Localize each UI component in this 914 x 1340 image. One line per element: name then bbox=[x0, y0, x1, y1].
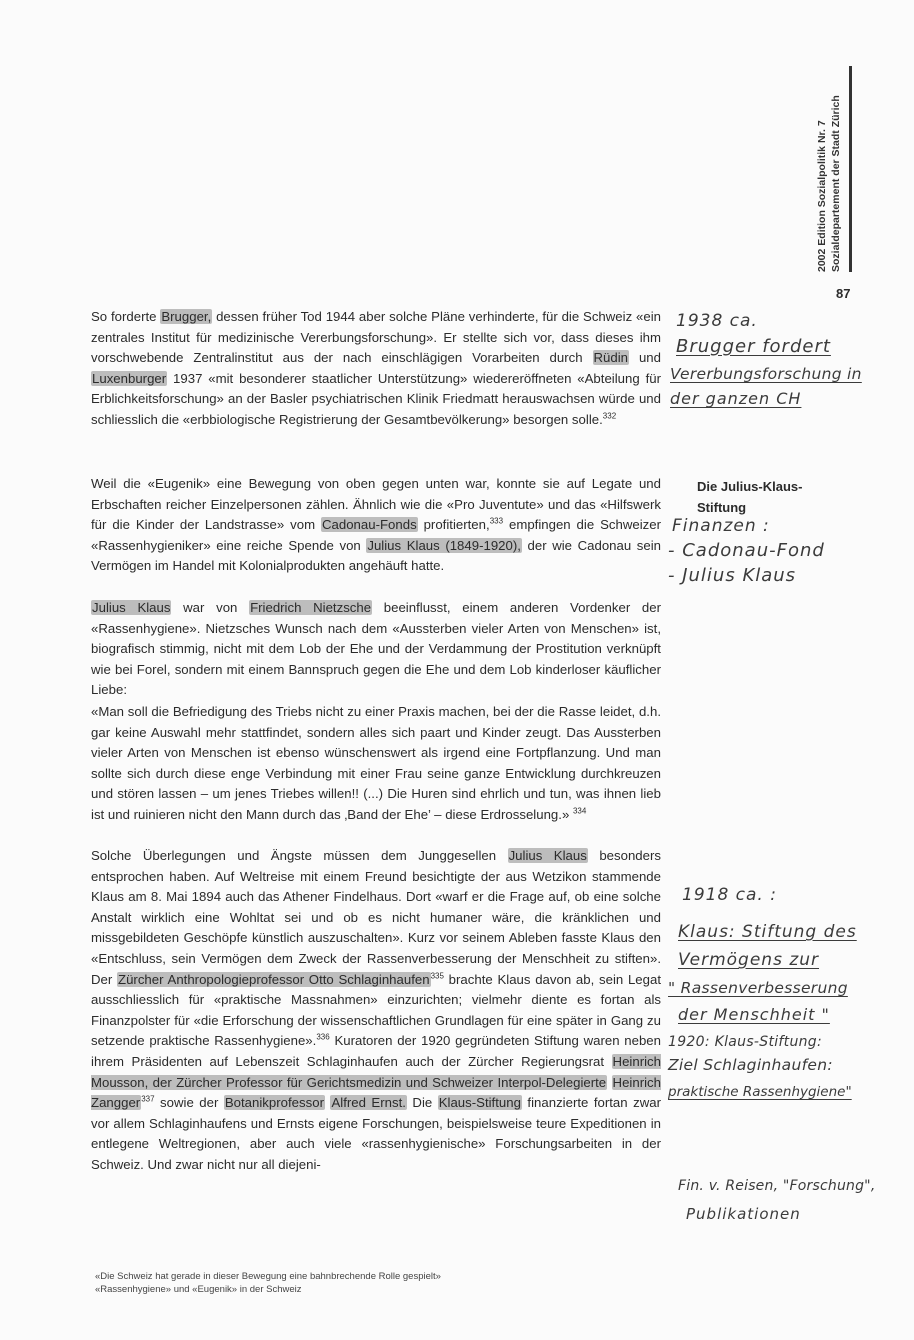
highlight: Klaus-Stiftung bbox=[438, 1095, 521, 1111]
paragraph-2: Weil die «Eugenik» eine Bewegung von oben gegen unten war, konnte sie auf Legate und Erbschaften reicher Einzelpersonen zählen. Ähnlich wie die «Pro Juventute» und das «Hilfswerk für die Kinder der Landstrasse» vom Cadonau-Fonds profitierten,$^{333}$ empfingen die Schweizer «Rassenhygieniker» eine reiche Spende von Julius Klaus (1849-1920), der wie Cadonau sein Vermögen im Handel mit Kolonialprodukten angehäuft hatte. bbox=[91, 476, 662, 574]
handwritten-note: Brugger fordert bbox=[676, 336, 831, 357]
footnote-ref: 332 bbox=[602, 411, 617, 421]
footnote-ref: 335 bbox=[430, 971, 444, 981]
handwritten-note: 1938 ca. bbox=[676, 311, 758, 331]
page-footer bbox=[95, 1270, 441, 1296]
handwritten-note: der ganzen CH bbox=[670, 389, 802, 408]
handwritten-note: Finanzen : bbox=[672, 516, 770, 536]
nietzsche-quote: «Man soll die Befriedigung des Triebs nicht zu einer Praxis machen, bei der die Rasse leidet, d.h. gar keine Auswahl mehr stattfindet, sondern alles sich paart und Kinder zeugt. Das Aussterben vieler Arten von Menschen ist ebenso wünschenswert als irgend eine Fortpflanzung. Und man sollte sich durch diese enge Verbindung mit einer Frau seine ganze Entwicklung durchkreuzen und stören lassen – um jenes Triebes willen!! (...) Die Huren sind ehrlich und tun, was ihnen lieb ist und ruinieren nicht den Mann durch das ‚Band der Ehe’ – diese Erdrosselung.» $^{334}$ bbox=[91, 704, 661, 822]
footer-line-2: «Rassenhygiene» und «Eugenik» in der Schweiz bbox=[95, 1284, 302, 1295]
handwritten-note: - Cadonau-Fond bbox=[668, 540, 825, 561]
handwritten-note: Ziel Schlaginhaufen: bbox=[668, 1056, 833, 1074]
highlight: Zürcher Anthropologieprofessor Otto Schlaginhaufen bbox=[118, 971, 430, 987]
handwritten-note: Fin. v. Reisen, "Forschung", bbox=[678, 1178, 876, 1194]
handwritten-note: praktische Rassenhygiene" bbox=[668, 1084, 852, 1100]
handwritten-note: Vermögens zur bbox=[678, 950, 820, 970]
header-line-2: Sozialdepartement der Stadt Zürich bbox=[830, 95, 842, 272]
handwritten-note: 1918 ca. : bbox=[682, 885, 777, 905]
handwritten-note: - Julius Klaus bbox=[668, 565, 797, 586]
page-number: 87 bbox=[836, 286, 851, 301]
handwritten-note: " Rassenverbesserung bbox=[668, 979, 848, 997]
paragraph-3: Julius Klaus war von Friedrich Nietzsche beeinflusst, einem anderen Vordenker der «Rassenhygiene». Nietzsches Wunsch nach dem «Aussterben vieler Arten von Menschen» ist, biografisch stimmig, nicht mit dem Lob der Ehe und der Verdammung der Prostitution verknüpft wie bei Forel, sondern mit einem Bannspruch gegen die Ehe und dem Lob kinderloser käuflicher Liebe: bbox=[91, 600, 661, 698]
footnote-ref: 334 bbox=[572, 806, 587, 816]
handwritten-note: Klaus: Stiftung des bbox=[678, 922, 857, 942]
highlight: Alfred Ernst. bbox=[331, 1095, 406, 1111]
paragraph-4: Solche Überlegungen und Ängste müssen dem Junggesellen Julius Klaus besonders entsprochen haben. Auf Weltreise mit einem Freund besichtigte der aus Wetzikon stammende Klaus am 8. Mai 1894 auch das Athener Findelhaus. Dort «warf er die Frage auf, ob eine solche Anstalt wirklich eine Wohltat sei und ob es nicht humaner wäre, die kränklichen und missgebildeten Geschöpfe künstlich auszuschalten». Kurz vor seinem Ableben fasste Klaus den «Entschluss, sein Vermögen dem Zweck der Rassenverbesserung der Menschheit zu stiften». Der Zürcher Anthropologieprofessor Otto Schlaginhaufen$^{335}$ brachte Klaus davon ab, sein Legat ausschliesslich für «praktische Massnahmen» einzurichten; vielmehr diente es fortan als Finanzpolster für «die Erforschung der wissenschaftlichen Grundlagen für eine später in Gang zu setzende praktische Rassenhygiene».$^{336}$ Kuratoren der 1920 gegründeten Stiftung waren neben ihrem Präsidenten auf Lebenszeit Schlaginhaufen auch der Zürcher Regierungsrat Heinrich Mousson, der Zürcher Professor für Gerichtsmedizin und Schweizer Interpol-Delegierte Heinrich Zangger$^{337}$ sowie der Botanikprofessor Alfred Ernst. Die Klaus-Stiftung finanzierte fortan zwar vor allem Schlaginhaufens und Ernsts eigene Forschungen, beispielsweise teure Expeditionen in entlegene Weltregionen, aber auch viele «rassenhygienische» Forschungsarbeiten in der Schweiz. Und zwar nicht nur all diejeni- bbox=[91, 848, 662, 1172]
handwritten-note: Publikationen bbox=[686, 1205, 801, 1223]
highlight: Rüdin bbox=[593, 350, 629, 366]
paragraph-1: So forderte Brugger, dessen früher Tod 1944 aber solche Pläne verhinderte, für die Schweiz «ein zentrales Institut für medizinische Vererbungsforschung». Er stellte sich vor, dass dieses ihm vorschwebende Zentralinstitut aus der nach einschlägigen Vorarbeiten durch Rüdin und Luxenburger 1937 «mit besonderer staatlicher Unterstützung» wiedereröffneten «Abteilung für Erblichkeitsforschung» an der Basler psychiatrischen Klinik Friedmatt herauswachsen würde und schliesslich die «erbbiologische Registrierung der Gesamtbevölkerung» besorgen solle.$^{332}$ bbox=[91, 309, 661, 427]
highlight: Friedrich Nietzsche bbox=[250, 600, 372, 615]
sidebar-heading: Die Julius-Klaus-Stiftung bbox=[697, 479, 803, 515]
footnote-ref: 336 bbox=[316, 1032, 330, 1042]
footnote-ref: 333 bbox=[489, 516, 504, 526]
highlight: Luxenburger bbox=[92, 370, 167, 386]
highlight: Brugger, bbox=[161, 309, 212, 324]
handwritten-note: 1920: Klaus-Stiftung: bbox=[668, 1034, 822, 1050]
highlight: Julius Klaus bbox=[508, 848, 587, 863]
handwritten-note: Vererbungsforschung in bbox=[670, 365, 862, 383]
header-rule bbox=[849, 66, 852, 272]
highlight: Julius Klaus (1849-1920), bbox=[367, 537, 521, 553]
footnote-ref: 337 bbox=[141, 1094, 155, 1104]
footer-line-1: «Die Schweiz hat gerade in dieser Bewegung eine bahnbrechende Rolle gespielt» bbox=[95, 1271, 441, 1282]
highlight: Julius Klaus bbox=[92, 600, 171, 615]
highlight: Cadonau-Fonds bbox=[321, 517, 417, 533]
handwritten-note: der Menschheit " bbox=[678, 1005, 830, 1024]
highlight: Botanikprofessor bbox=[224, 1095, 324, 1111]
highlight: Heinrich Mousson, der Zürcher Professor für Gerichtsmedizin und Schweizer Interpol-Delegierte bbox=[91, 1053, 661, 1090]
highlight: Heinrich Zangger bbox=[91, 1074, 661, 1111]
header-line-1: 2002 Edition Sozialpolitik Nr. 7 bbox=[816, 120, 828, 272]
running-header bbox=[815, 52, 843, 272]
